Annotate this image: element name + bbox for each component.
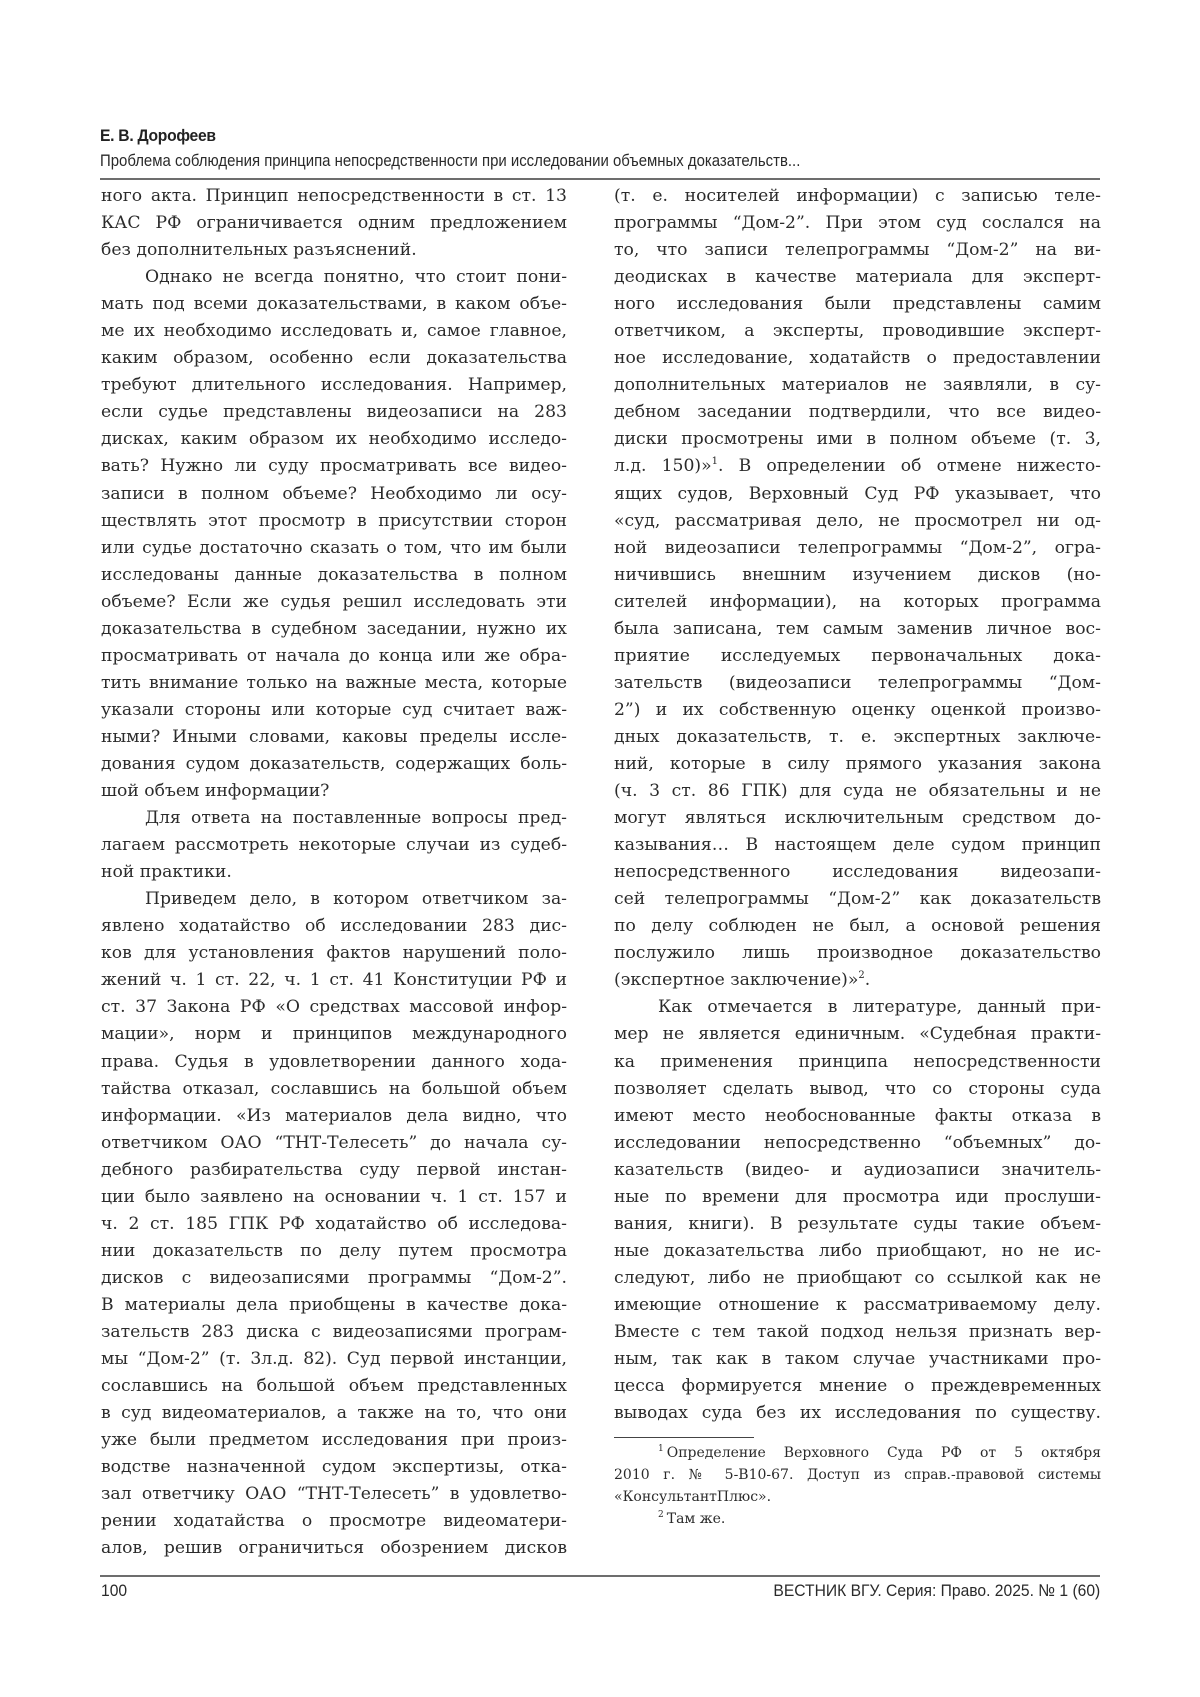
text-line	[101, 1373, 567, 1400]
text-line	[101, 1021, 567, 1048]
text-line	[614, 345, 1101, 372]
text-line	[614, 291, 1101, 318]
line-text: ящих судов, Верховный Суд РФ указывает, что	[614, 483, 1101, 504]
line-text: Определение Верховного Суда РФ от 5 октября	[666, 1445, 1101, 1461]
text-line	[614, 1184, 1101, 1211]
text-line	[614, 508, 1101, 535]
line-text: Как отмечается в литературе, данный при-	[658, 997, 1101, 1018]
text-line	[101, 1454, 567, 1481]
line-text: жений ч. 1 ст. 22, ч. 1 ст. 41 Конституции РФ и	[101, 970, 567, 991]
text-line	[101, 670, 567, 697]
line-text: водстве назначенной судом экспертизы, отка-	[101, 1457, 567, 1478]
line-text: ч. 2 ст. 185 ГПК РФ ходатайство об исследова-	[101, 1213, 567, 1234]
line-text: ответчиком, а эксперты, проводившие эксперт-	[614, 321, 1101, 342]
article-title: Проблема соблюдения принципа непосредственности при исследовании объемных доказательств...	[100, 152, 801, 170]
footnote-marker: 1	[658, 1444, 664, 1454]
line-text: ной практики.	[101, 862, 232, 883]
line-text: дисков с видеозаписями программы “Дом-2”.	[101, 1267, 567, 1288]
line-text: КАС РФ ограничивается одним предложением	[101, 213, 567, 234]
text-line	[101, 562, 567, 589]
text-line	[101, 616, 567, 643]
line-text: казывания… В настоящем деле судом принцип	[614, 835, 1101, 856]
text-line	[101, 1427, 567, 1454]
line-text: имеющие отношение к рассматриваемому делу.	[614, 1294, 1101, 1315]
text-line	[614, 1373, 1101, 1400]
text-line	[101, 1292, 567, 1319]
line-text: В материалы дела приобщены в качестве дока-	[101, 1294, 567, 1315]
line-text: тить внимание только на важные места, которые	[101, 672, 567, 693]
text-line	[101, 318, 567, 345]
line-text: информации. «Из материалов дела видно, что	[101, 1105, 567, 1126]
text-line	[614, 264, 1101, 291]
footnote-line	[614, 1442, 1101, 1464]
text-line	[614, 940, 1101, 967]
text-line	[614, 1400, 1101, 1427]
text-line	[614, 399, 1101, 426]
footnote-line	[614, 1508, 1101, 1530]
line-text: если судье представлены видеозаписи на 283	[101, 402, 567, 423]
line-text: Вместе с тем такой подход нельзя признать вер-	[614, 1321, 1101, 1342]
line-text: ным, так как в таком случае участниками про-	[614, 1349, 1101, 1370]
text-line	[101, 1049, 567, 1076]
text-line	[614, 237, 1101, 264]
text-line	[614, 589, 1101, 616]
line-text: была записана, тем самым заменив личное вос-	[614, 618, 1101, 639]
text-line	[614, 562, 1101, 589]
line-text: рении ходатайства о просмотре видеоматери-	[101, 1511, 567, 1532]
line-text: ного исследования были представлены самим	[614, 294, 1101, 315]
footnotes	[614, 1442, 1101, 1530]
line-text: ные доказательства либо приобщают, но не ис-	[614, 1240, 1101, 1261]
line-text: уже были предметом исследования при произ-	[101, 1430, 567, 1451]
text-line	[614, 859, 1101, 886]
line-text: непосредственного исследования видеозапи-	[614, 862, 1101, 883]
left-column	[101, 183, 567, 1562]
text-line	[614, 1211, 1101, 1238]
line-text: шой объем информации?	[101, 781, 330, 802]
text-line	[614, 1157, 1101, 1184]
text-line	[614, 1049, 1101, 1076]
text-line	[614, 670, 1101, 697]
line-text: тайства отказал, сославшись на большой объем	[101, 1078, 567, 1099]
text-line	[614, 1130, 1101, 1157]
line-text: мации», норм и принципов международного	[101, 1024, 567, 1045]
line-text: (экспертное заключение)»	[614, 970, 859, 991]
text-line	[101, 1508, 567, 1535]
line-text: требуют длительного исследования. Например,	[101, 375, 567, 396]
text-line	[614, 426, 1101, 453]
text-line	[101, 1481, 567, 1508]
line-text: просматривать от начала до конца или же обра-	[101, 645, 567, 666]
text-line	[614, 318, 1101, 345]
line-text: в суд видеоматериалов, а также на то, что они	[101, 1403, 567, 1424]
line-text: вания, книги). В результате суды такие объем-	[614, 1213, 1101, 1234]
text-line	[614, 616, 1101, 643]
text-line	[101, 1265, 567, 1292]
line-text: 2010 г. № 5-В10-67. Доступ из справ.-правовой системы	[614, 1467, 1101, 1483]
text-line	[101, 1400, 567, 1427]
line-text: ст. 37 Закона РФ «О средствах массовой инфор-	[101, 997, 567, 1018]
text-line	[101, 832, 567, 859]
text-line	[101, 859, 567, 886]
text-line	[101, 724, 567, 751]
line-text: зательств 283 диска с видеозаписями програм-	[101, 1321, 567, 1342]
text-line	[101, 345, 567, 372]
text-line	[614, 1346, 1101, 1373]
line-text: сей телепрограммы “Дом-2” как доказательств	[614, 889, 1101, 910]
text-line	[614, 1076, 1101, 1103]
text-line	[101, 589, 567, 616]
text-line	[101, 886, 567, 913]
author-name: Е. В. Дорофеев	[100, 126, 216, 145]
text-line	[101, 372, 567, 399]
line-text: Для ответа на поставленные вопросы пред-	[145, 808, 567, 829]
footer-divider	[100, 1575, 1100, 1577]
line-text: ное исследование, ходатайств о предоставлении	[614, 348, 1101, 369]
line-text: ков для установления фактов нарушений поло-	[101, 943, 567, 964]
text-line	[101, 481, 567, 508]
line-text: л.д. 150)»	[614, 456, 712, 477]
footnote-line	[614, 1464, 1101, 1486]
text-line	[614, 697, 1101, 724]
line-text: ные по времени для просмотра иди прослуши-	[614, 1186, 1101, 1207]
line-text: дебном заседании подтвердили, что все видео-	[614, 402, 1101, 423]
line-text: дования судом доказательств, содержащих боль-	[101, 753, 567, 774]
line-text: могут являться исключительным средством до-	[614, 808, 1101, 829]
text-line	[101, 778, 567, 805]
text-line	[101, 1535, 567, 1562]
line-text: ного акта. Принцип непосредственности в ст. 13	[101, 186, 567, 206]
line-text: мер не является единичным. «Судебная практи-	[614, 1024, 1101, 1045]
line-text: зательств (видеозаписи телепрограммы “Дом-	[614, 672, 1101, 693]
text-line	[101, 453, 567, 480]
text-line	[101, 697, 567, 724]
text-line	[101, 237, 567, 264]
footnote-reference: 2	[858, 970, 865, 982]
line-text: ме их необходимо исследовать и, самое главное,	[101, 321, 567, 342]
text-line	[614, 751, 1101, 778]
line-text: ничившись внешним изучением дисков (но-	[614, 564, 1101, 585]
text-line	[101, 643, 567, 670]
line-text: сителей информации), на которых программа	[614, 591, 1101, 612]
line-text: дных доказательств, т. е. экспертных заключе-	[614, 726, 1101, 747]
line-text: или судье достаточно сказать о том, что им были	[101, 537, 567, 558]
page-number: 100	[101, 1581, 128, 1600]
line-text: исследованы данные доказательства в полном	[101, 564, 567, 585]
journal-citation: ВЕСТНИК ВГУ. Серия: Право. 2025. № 1 (60)	[773, 1581, 1100, 1600]
text-line	[614, 481, 1101, 508]
text-line	[101, 913, 567, 940]
line-text: мы “Дом-2” (т. 3л.д. 82). Суд первой инстанции,	[101, 1349, 567, 1370]
line-text: явлено ходатайство об исследовании 283 дис-	[101, 916, 567, 937]
line-text: имеют место необоснованные факты отказа в	[614, 1105, 1101, 1126]
text-line	[101, 1157, 567, 1184]
footnote-marker: 2	[658, 1510, 664, 1520]
line-text: дебного разбирательства суду первой инстан-	[101, 1159, 567, 1180]
line-text: ответчиком ОАО “ТНТ-Телесеть” до начала су-	[101, 1132, 567, 1153]
line-text: ными? Иными словами, каковы пределы иссле-	[101, 726, 567, 747]
text-line	[101, 1103, 567, 1130]
text-line	[614, 1292, 1101, 1319]
line-text: выводах суда без их исследования по существу.	[614, 1403, 1101, 1424]
line-text: то, что записи телепрограммы “Дом-2” на ви-	[614, 240, 1101, 261]
line-text: «КонсультантПлюс».	[614, 1489, 772, 1505]
footnote-reference: 1	[711, 456, 718, 468]
line-text: записи в полном объеме? Необходимо ли осу-	[101, 483, 567, 504]
line-text: диски просмотрены ими в полном объеме (т. 3,	[614, 429, 1101, 450]
line-text-continued: . В определении об отмене нижесто-	[718, 456, 1101, 477]
text-line	[614, 724, 1101, 751]
text-line	[614, 778, 1101, 805]
line-text: ка применения принципа непосредственности	[614, 1051, 1101, 1072]
line-text: ции было заявлено на основании ч. 1 ст. 157 и	[101, 1186, 567, 1207]
text-line	[101, 1319, 567, 1346]
text-line	[101, 535, 567, 562]
line-text: каким образом, особенно если доказательства	[101, 348, 567, 369]
footnote-line	[614, 1486, 1101, 1508]
line-text: объеме? Если же судья решил исследовать эти	[101, 591, 567, 612]
text-line	[101, 1076, 567, 1103]
text-line	[101, 1130, 567, 1157]
line-text: послужило лишь производное доказательство	[614, 943, 1101, 964]
text-line	[614, 994, 1101, 1021]
text-line	[101, 1238, 567, 1265]
line-text: Там же.	[666, 1511, 726, 1527]
line-text: права. Судья в удовлетворении данного хода-	[101, 1051, 567, 1072]
line-text: Приведем дело, в котором ответчиком за-	[145, 889, 567, 910]
text-line	[614, 183, 1101, 210]
text-line	[101, 751, 567, 778]
text-line	[101, 210, 567, 237]
right-column	[614, 183, 1101, 1427]
text-line	[101, 1184, 567, 1211]
line-text: 2”) и их собственную оценку оценкой произво-	[614, 699, 1101, 720]
line-text: казательств (видео- и аудиозаписи значитель-	[614, 1159, 1101, 1180]
text-line	[614, 1021, 1101, 1048]
text-line	[614, 805, 1101, 832]
text-line	[614, 535, 1101, 562]
text-line	[101, 264, 567, 291]
line-text: доказательства в судебном заседании, нужно их	[101, 618, 567, 639]
line-text: указали стороны или которые суд считает важ-	[101, 699, 567, 720]
header-divider	[100, 178, 1100, 180]
line-text: алов, решив ограничиться обозрением дисков	[101, 1538, 567, 1559]
line-text: деодисках в качестве материала для эксперт-	[614, 267, 1101, 288]
line-text: сославшись на большой объем представленных	[101, 1376, 567, 1397]
footnote-divider	[614, 1437, 754, 1438]
line-text-continued: .	[864, 970, 871, 991]
text-line	[614, 210, 1101, 237]
line-text: приятие исследуемых первоначальных дока-	[614, 645, 1101, 666]
line-text: (т. е. носителей информации) с записью теле-	[614, 186, 1101, 206]
text-line	[101, 426, 567, 453]
line-text: дополнительных материалов не заявляли, в су-	[614, 375, 1101, 396]
line-text: лагаем рассмотреть некоторые случаи из судеб-	[101, 835, 567, 856]
text-line	[614, 967, 1101, 994]
line-text: мать под всеми доказательствами, в каком объе-	[101, 294, 567, 315]
text-line	[614, 1265, 1101, 1292]
line-text: программы “Дом-2”. При этом суд сослался на	[614, 213, 1101, 234]
text-line	[614, 1238, 1101, 1265]
text-line	[101, 994, 567, 1021]
text-line	[101, 805, 567, 832]
text-line	[614, 643, 1101, 670]
text-line	[614, 1319, 1101, 1346]
line-text: цесса формируется мнение о преждевременных	[614, 1376, 1101, 1397]
text-line	[614, 832, 1101, 859]
line-text: (ч. 3 ст. 86 ГПК) для суда не обязательны и не	[614, 781, 1101, 802]
text-line	[614, 886, 1101, 913]
text-line	[101, 940, 567, 967]
text-line	[101, 1346, 567, 1373]
text-line	[101, 291, 567, 318]
text-line	[614, 372, 1101, 399]
text-line	[614, 1103, 1101, 1130]
text-line	[101, 399, 567, 426]
text-line	[101, 967, 567, 994]
line-text: исследовании непосредственно “объемных” до-	[614, 1132, 1101, 1153]
text-line	[101, 183, 567, 210]
running-head	[100, 126, 1100, 171]
line-text: Однако не всегда понятно, что стоит пони-	[145, 267, 567, 288]
line-text: позволяет сделать вывод, что со стороны суда	[614, 1078, 1101, 1099]
line-text: дисках, каким образом их необходимо исследо-	[101, 429, 567, 450]
line-text: ний, которые в силу прямого указания закона	[614, 753, 1101, 774]
text-line	[101, 1211, 567, 1238]
line-text: следуют, либо не приобщают со ссылкой как не	[614, 1267, 1101, 1288]
line-text: зал ответчику ОАО “ТНТ-Телесеть” в удовлетво-	[101, 1484, 567, 1505]
text-line	[614, 453, 1101, 480]
line-text: по делу соблюден не был, а основой решения	[614, 916, 1101, 937]
line-text: ной видеозаписи телепрограммы “Дом-2”, огра-	[614, 537, 1101, 558]
line-text: нии доказательств по делу путем просмотра	[101, 1240, 567, 1261]
line-text: «суд, рассматривая дело, не просмотрел ни од-	[614, 510, 1101, 531]
line-text: ществлять этот просмотр в присутствии сторон	[101, 510, 567, 531]
line-text: без дополнительных разъяснений.	[101, 240, 417, 261]
line-text: вать? Нужно ли суду просматривать все видео-	[101, 456, 567, 477]
text-line	[614, 913, 1101, 940]
text-line	[101, 508, 567, 535]
